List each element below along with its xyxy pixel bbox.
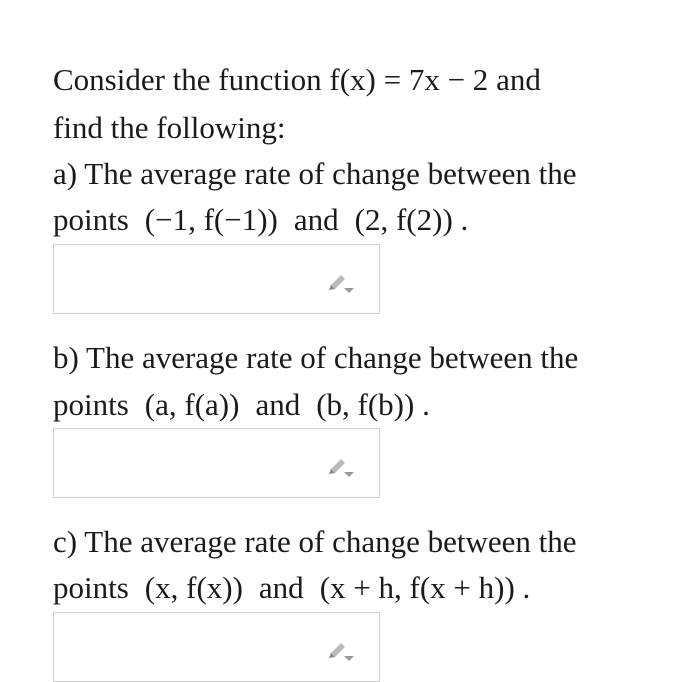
pencil-edit-icon[interactable] bbox=[325, 641, 355, 663]
period: . bbox=[422, 387, 430, 422]
point-2: (2, f(2)) bbox=[354, 202, 453, 237]
intro-text: Consider the function bbox=[53, 62, 330, 97]
point-2: (x + h, f(x + h)) bbox=[319, 570, 515, 605]
period: . bbox=[522, 570, 531, 605]
intro-and: and bbox=[488, 62, 541, 97]
period: . bbox=[460, 202, 469, 237]
point-2: (b, f(b)) bbox=[316, 387, 415, 422]
pencil-edit-icon[interactable] bbox=[325, 457, 355, 479]
and-word: and bbox=[293, 202, 339, 237]
and-word: and bbox=[255, 387, 301, 422]
point-1: (x, f(x)) bbox=[144, 570, 243, 605]
part-a-heading: a) The average rate of change between the bbox=[53, 156, 577, 191]
point-1: (−1, f(−1)) bbox=[144, 202, 278, 237]
intro-line-2: find the following: bbox=[53, 110, 286, 145]
part-b-heading: b) The average rate of change between the bbox=[53, 340, 579, 375]
answer-input-b[interactable] bbox=[53, 428, 380, 498]
part-c-points bbox=[53, 570, 530, 606]
points-word: points bbox=[53, 570, 129, 605]
part-a-points bbox=[53, 202, 468, 238]
points-word: points bbox=[53, 387, 129, 422]
points-word: points bbox=[53, 202, 129, 237]
point-1: (a, f(a)) bbox=[144, 387, 240, 422]
part-b-points bbox=[53, 387, 430, 423]
pencil-edit-icon[interactable] bbox=[325, 273, 355, 295]
function-definition: f(x) = 7x − 2 bbox=[329, 62, 489, 97]
and-word: and bbox=[258, 570, 304, 605]
answer-input-c[interactable] bbox=[53, 612, 380, 682]
intro-line-1 bbox=[53, 62, 541, 98]
answer-input-a[interactable] bbox=[53, 244, 380, 314]
part-c-heading: c) The average rate of change between the bbox=[53, 524, 577, 559]
